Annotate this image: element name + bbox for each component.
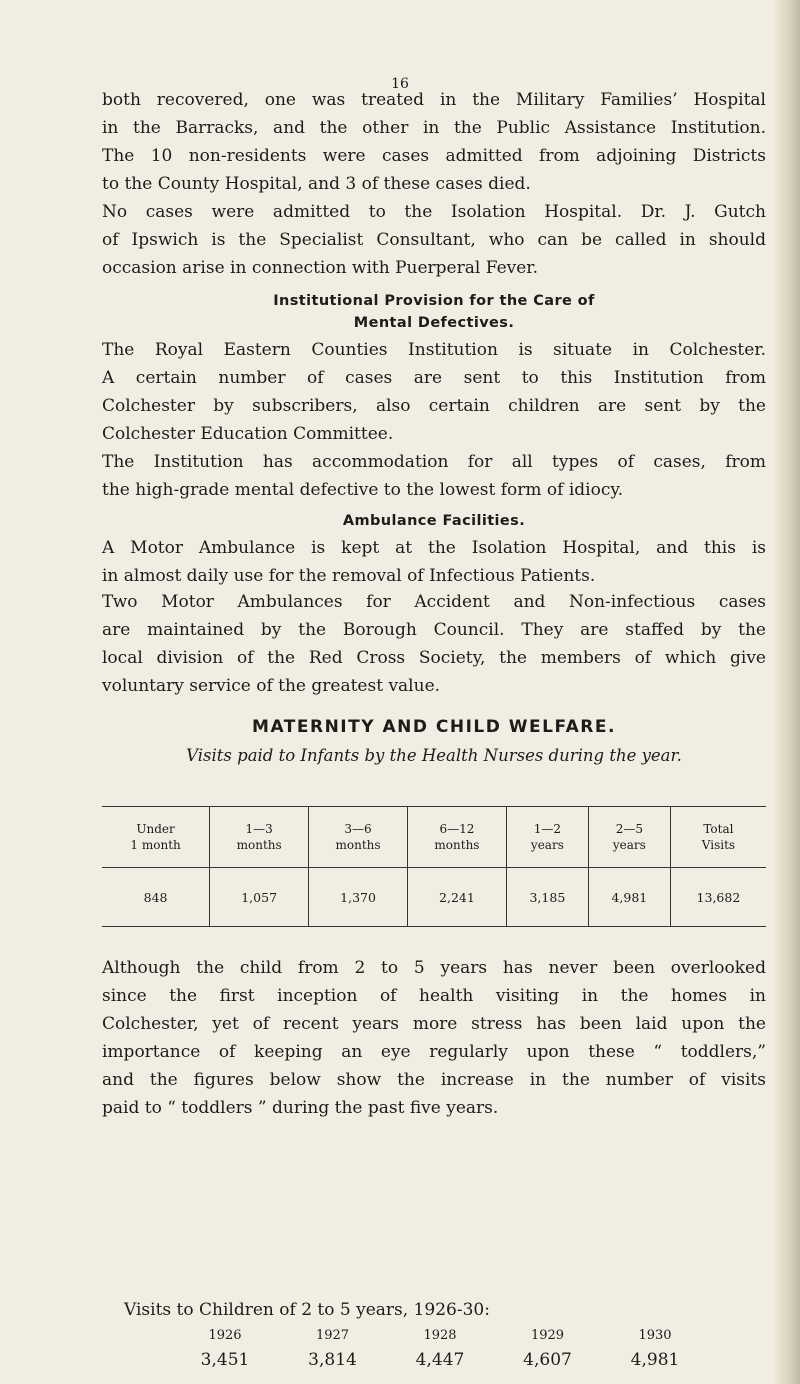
table-row bbox=[102, 868, 766, 927]
text-line: in the Barracks, and the other in the Public Assistance Institution. bbox=[102, 118, 766, 138]
text-line: voluntary service of the greatest value. bbox=[102, 676, 441, 696]
text-line: No cases were admitted to the Isolation Hospital. Dr. J. Gutch bbox=[102, 202, 766, 222]
toddler-visits-intro bbox=[102, 1296, 766, 1324]
visit-count: 3,451 bbox=[200, 1350, 250, 1370]
text-line: are maintained by the Borough Council. They are staffed by the bbox=[102, 620, 766, 640]
text-line: A certain number of cases are sent to this Institution from bbox=[102, 368, 766, 388]
text-line: The 10 non-residents were cases admitted from adjoining Districts bbox=[102, 146, 766, 166]
text-line: occasion arise in connection with Puerperal Fever. bbox=[102, 258, 538, 278]
value-cell: 13,682 bbox=[670, 868, 766, 927]
text-line: Visits to Children of 2 to 5 years, 1926-30: bbox=[124, 1300, 490, 1320]
header-cell: Total Visits bbox=[670, 807, 766, 868]
paragraph-accommodation bbox=[102, 448, 766, 504]
visits-table bbox=[102, 806, 766, 927]
heading-ambulance-facilities: Ambulance Facilities. bbox=[342, 513, 526, 529]
heading-mental-defectives bbox=[102, 290, 766, 334]
year-label: 1930 bbox=[638, 1328, 672, 1343]
visit-count: 3,814 bbox=[308, 1350, 357, 1370]
header-cell: 3—6 months bbox=[309, 807, 408, 868]
value-cell: 1,370 bbox=[309, 868, 408, 927]
header-cell: 2—5 years bbox=[588, 807, 670, 868]
text-line: the high-grade mental defective to the lowest form of idiocy. bbox=[102, 480, 624, 500]
toddler-years-row bbox=[180, 1328, 700, 1343]
section-title-maternity: MATERNITY AND CHILD WELFARE. bbox=[252, 717, 616, 737]
text-line: The Institution has accommodation for all types of cases, from bbox=[102, 452, 766, 472]
value-cell: 2,241 bbox=[408, 868, 507, 927]
value-cell: 4,981 bbox=[588, 868, 670, 927]
visit-count: 4,981 bbox=[630, 1350, 680, 1370]
text-line: Colchester, yet of recent years more stress has been laid upon the bbox=[102, 1014, 766, 1034]
header-cell: 6—12 months bbox=[408, 807, 507, 868]
page-edge-shadow bbox=[772, 0, 800, 1384]
text-line: in almost daily use for the removal of Infectious Patients. bbox=[102, 566, 596, 586]
text-line: since the first inception of health visiting in the homes in bbox=[102, 986, 766, 1006]
header-cell: 1—3 months bbox=[210, 807, 309, 868]
text-line: both recovered, one was treated in the Military Families’ Hospital bbox=[102, 90, 766, 110]
toddler-values-row bbox=[180, 1350, 700, 1370]
value-cell: 848 bbox=[102, 868, 210, 927]
year-label: 1928 bbox=[423, 1328, 457, 1343]
visit-count: 4,447 bbox=[415, 1350, 465, 1370]
page-number: 16 bbox=[391, 76, 409, 92]
section-subtitle-visits: Visits paid to Infants by the Health Nurses during the year. bbox=[186, 746, 682, 765]
heading-line: Mental Defectives. bbox=[353, 315, 515, 331]
value-cell: 1,057 bbox=[210, 868, 309, 927]
text-line: of Ipswich is the Specialist Consultant, who can be called in should bbox=[102, 230, 766, 250]
year-label: 1929 bbox=[530, 1328, 565, 1343]
header-cell: 1—2 years bbox=[506, 807, 588, 868]
text-line: Although the child from 2 to 5 years has never been overlooked bbox=[102, 958, 766, 978]
value-cell: 3,185 bbox=[506, 868, 588, 927]
text-line: A Motor Ambulance is kept at the Isolation Hospital, and this is bbox=[102, 538, 766, 558]
paragraph-royal-eastern-counties bbox=[102, 336, 766, 448]
text-line: importance of keeping an eye regularly upon these “ toddlers,” bbox=[102, 1042, 766, 1062]
text-line: The Royal Eastern Counties Institution is situate in Colchester. bbox=[102, 340, 766, 360]
text-line: local division of the Red Cross Society, the members of which give bbox=[102, 648, 766, 668]
text-line: paid to “ toddlers ” during the past five years. bbox=[102, 1098, 499, 1118]
paragraph-isolation-hospital bbox=[102, 198, 766, 282]
text-line: Two Motor Ambulances for Accident and Non-infectious cases bbox=[102, 592, 766, 612]
table-header-row bbox=[102, 807, 766, 868]
paragraph-toddlers bbox=[102, 954, 766, 1122]
paragraph-hospital-cases bbox=[102, 86, 766, 198]
year-label: 1926 bbox=[208, 1328, 242, 1343]
paragraph-red-cross bbox=[102, 588, 766, 700]
text-line: Colchester by subscribers, also certain children are sent by the bbox=[102, 396, 766, 416]
text-line: and the figures below show the increase in the number of visits bbox=[102, 1070, 766, 1090]
paragraph-motor-ambulance bbox=[102, 534, 766, 590]
heading-line: Institutional Provision for the Care of bbox=[273, 293, 595, 309]
visit-count: 4,607 bbox=[523, 1350, 572, 1370]
header-cell: Under 1 month bbox=[102, 807, 210, 868]
text-line: to the County Hospital, and 3 of these cases died. bbox=[102, 174, 531, 194]
text-line: Colchester Education Committee. bbox=[102, 424, 394, 444]
year-label: 1927 bbox=[315, 1328, 350, 1343]
